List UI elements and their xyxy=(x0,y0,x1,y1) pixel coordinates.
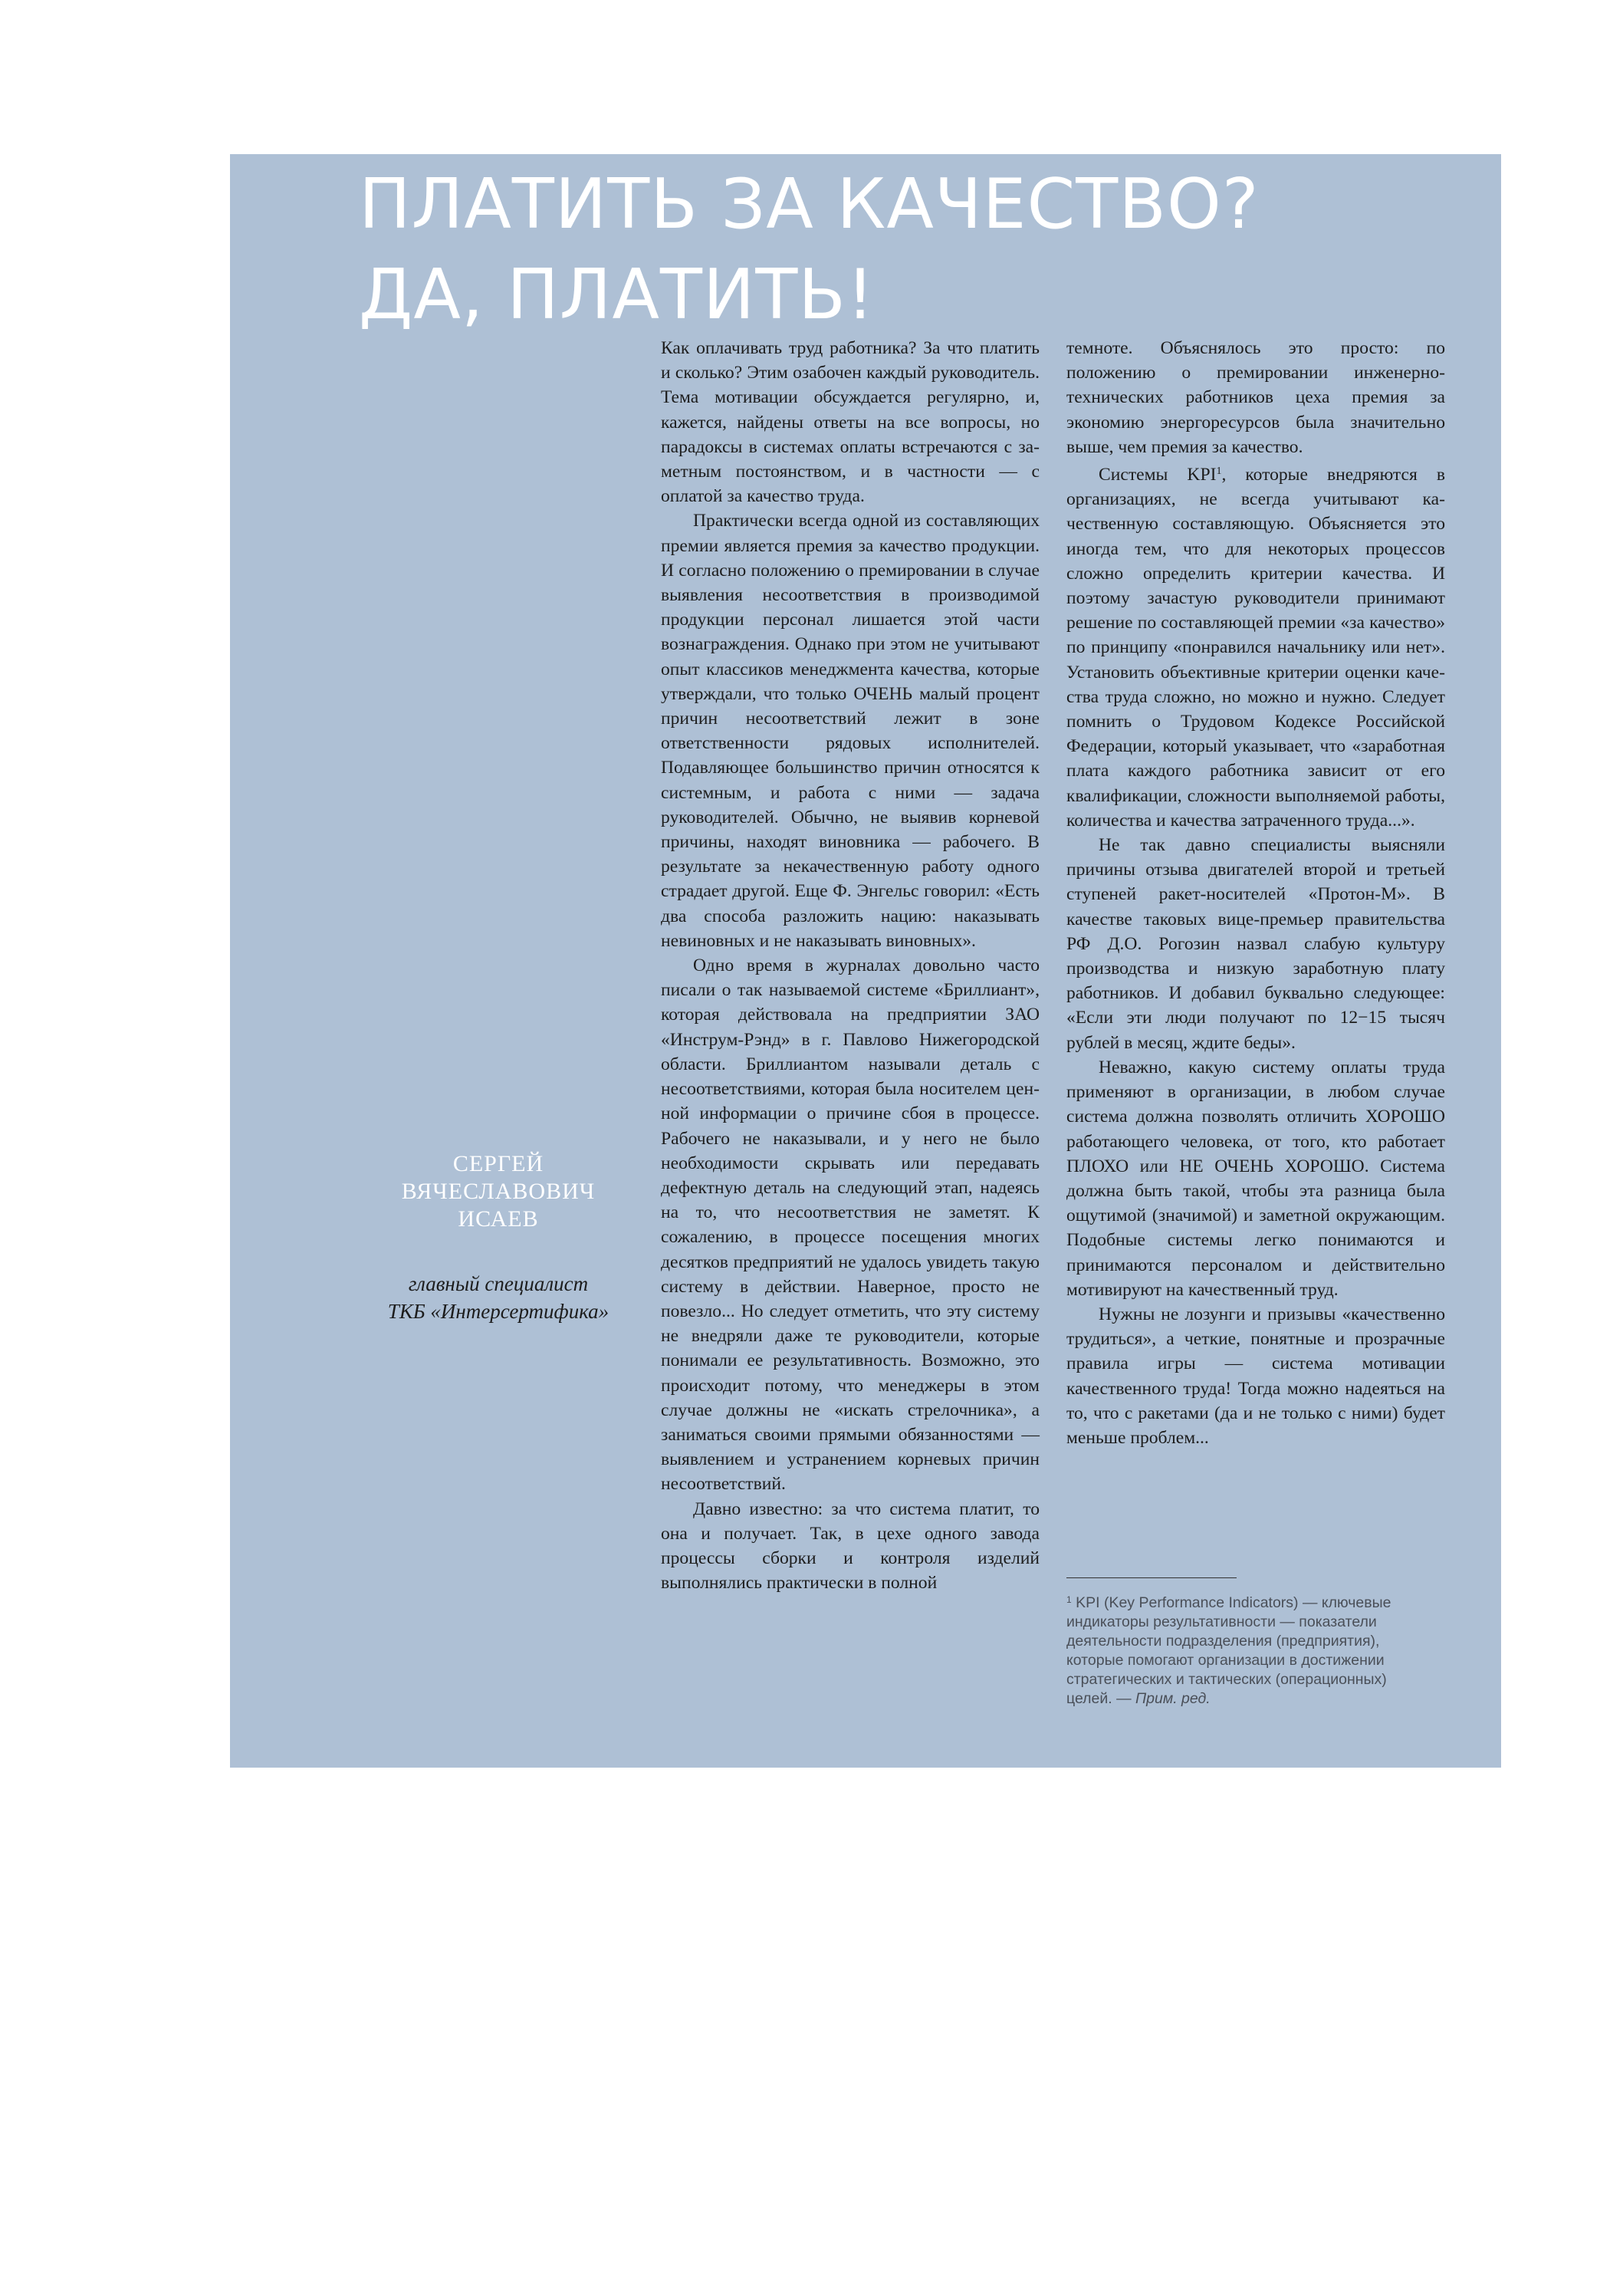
title-line-1: ПЛАТИТЬ ЗА КАЧЕСТВО? xyxy=(359,164,1260,245)
article-column-2 xyxy=(1066,336,1445,1450)
paragraph: Не так давно специалисты выясняли причины отзыва двигателей второй и третьей ступеней ракет-носителей «Протон-М». В качестве таковых вице-премьер правительства РФ Д.О. Рогозин назвал слабую культуру производства и низкую заработную плату работников. И добавил буквально следующее: «Если эти люди получают по 12−15 тысяч рублей в месяц, ждите беды». xyxy=(1066,835,1445,1053)
paragraph-text: , которые внедряются в организациях, не всегда учитывают качественную составляющую. Объясняется это иногда тем, что для некоторых процессов сложно определить критерии качества. И поэтому зачастую руководители принимают решение по составляющей премии «за качество» по принципу «понравился начальнику или нет». Установить объективные критерии оценки качества труда сложно, но можно и нужно. Следует помнить о Трудовом Кодексе Российской Федерации, который указывает, что «заработная плата каждого работника зависит от его квалификации, сложности выполняемой работы, количества и качества затраченного труда...». xyxy=(1066,465,1445,831)
paragraph-text: Системы KPI xyxy=(1099,465,1217,485)
footnote-divider xyxy=(1066,1577,1237,1578)
paragraph: Как оплачивать труд работника? За что платить и сколько? Этим озабочен каждый руководитель. Тема мотивации обсуждается регулярно, и, кажется, найдены ответы на все вопросы, но парадоксы в системах оплаты встречаются с заметным постоянством, и в частности — с оплатой за качество труда. xyxy=(661,338,1040,507)
article-column-1 xyxy=(661,336,1040,1595)
footnote-marker: 1 xyxy=(1066,1594,1072,1605)
paragraph: Практически всегда одной из составляющих премии является премия за качество продукции. И согласно положению о премировании в случае выявления несоответствия в производимой продукции персонал лишается этой части вознаграждения. Однако при этом не учитывают опыт классиков менеджмента качества, которые утверждали, что только ОЧЕНЬ малый процент причин несоответствий лежит в зоне ответственности рядовых исполнителей. Подавляющее большинство причин относятся к системным, и работа с ними — задача руководителей. Обычно, не выявив корневой причины, находят виновника — рабочего. В результате за некачественную работу одного страдает другой. Еще Ф. Энгельс говорил: «Есть два способа разложить нацию: наказывать невиновных и не наказывать виновных». xyxy=(661,511,1040,951)
title-line-2: ДА, ПЛАТИТЬ! xyxy=(359,255,876,335)
author-last-name: ИСАЕВ xyxy=(458,1206,539,1232)
author-position: главный специалист xyxy=(408,1272,589,1295)
article-title xyxy=(359,160,1432,340)
footnote xyxy=(1066,1590,1434,1709)
author-organization: ТКБ «Интерсертифика» xyxy=(387,1300,609,1323)
paragraph: Нужны не лозунги и призывы «качественно трудиться», а четкие, понятные и прозрачные правила игры — система мотивации качественного труда! Тогда можно надеяться на то, что с ракетами (да и не только с ними) будет меньше проблем... xyxy=(1066,1304,1445,1448)
paragraph: Давно известно: за что система платит, то она и получает. Так, в цехе одного завода процессы сборки и контроля изделий выполнялись практически в полной xyxy=(661,1498,1040,1594)
paragraph: Неважно, какую систему оплаты труда применяют в организации, в любом случае система должна позволять отличить ХОРОШО работающего человека, от того, кто работает ПЛОХО или НЕ ОЧЕНЬ ХОРОШО. Система должна быть такой, чтобы эта разница была ощутимой (значимой) и заметной окружающим. Подобные системы легко понимаются и принимаются персоналом и действительно мотивируют на качественный труд. xyxy=(1066,1057,1445,1300)
paragraph: темноте. Объяснялось это просто: по положению о премировании инженерно-технических работников цеха премия за экономию энергоресурсов была значительно выше, чем премия за качество. xyxy=(1066,338,1445,457)
footnote-reference: 1 xyxy=(1216,465,1222,478)
author-block xyxy=(368,1150,629,1325)
author-patronymic: ВЯЧЕСЛАВОВИЧ xyxy=(401,1179,596,1204)
paragraph: Одно время в журналах довольно часто писали о так называемой системе «Бриллиант», которая действовала на предприятии ЗАО «Инструм-Рэнд» в г. Павлово Нижегородской области. Бриллиантом называли деталь с несоответствиями, которая была носителем ценной информации о причине сбоя в процессе. Рабочего не наказывали, и у него не было необходимости скрывать или передавать дефектную деталь на следующий этап, надеясь на то, что несоответствия не заметят. К сожалению, в процессе посещения многих десятков предприятий не удалось увидеть такую систему в действии. Наверное, просто не повезло... Но следует отметить, что эту систему не внедряли даже те руководители, которые понимали ее результативность. Возможно, это происходит потому, что менеджеры в этом случае должны не «искать стрелочника», а заниматься своими прямыми обязанностями — выявлением и устранением корневых причин несоответствий. xyxy=(661,956,1040,1495)
editor-note: Прим. ред. xyxy=(1135,1690,1211,1707)
paragraph xyxy=(1066,459,1445,833)
footnote-text: KPI (Key Performance Indicators) — ключевые индикаторы результативности — показатели деятельности подразделения (предприятия), которые помогают организации в достижении стратегических и тактических (операционных) целей. — xyxy=(1066,1594,1391,1707)
author-role xyxy=(368,1270,629,1325)
author-first-name: СЕРГЕЙ xyxy=(452,1151,544,1176)
author-name xyxy=(368,1150,629,1233)
